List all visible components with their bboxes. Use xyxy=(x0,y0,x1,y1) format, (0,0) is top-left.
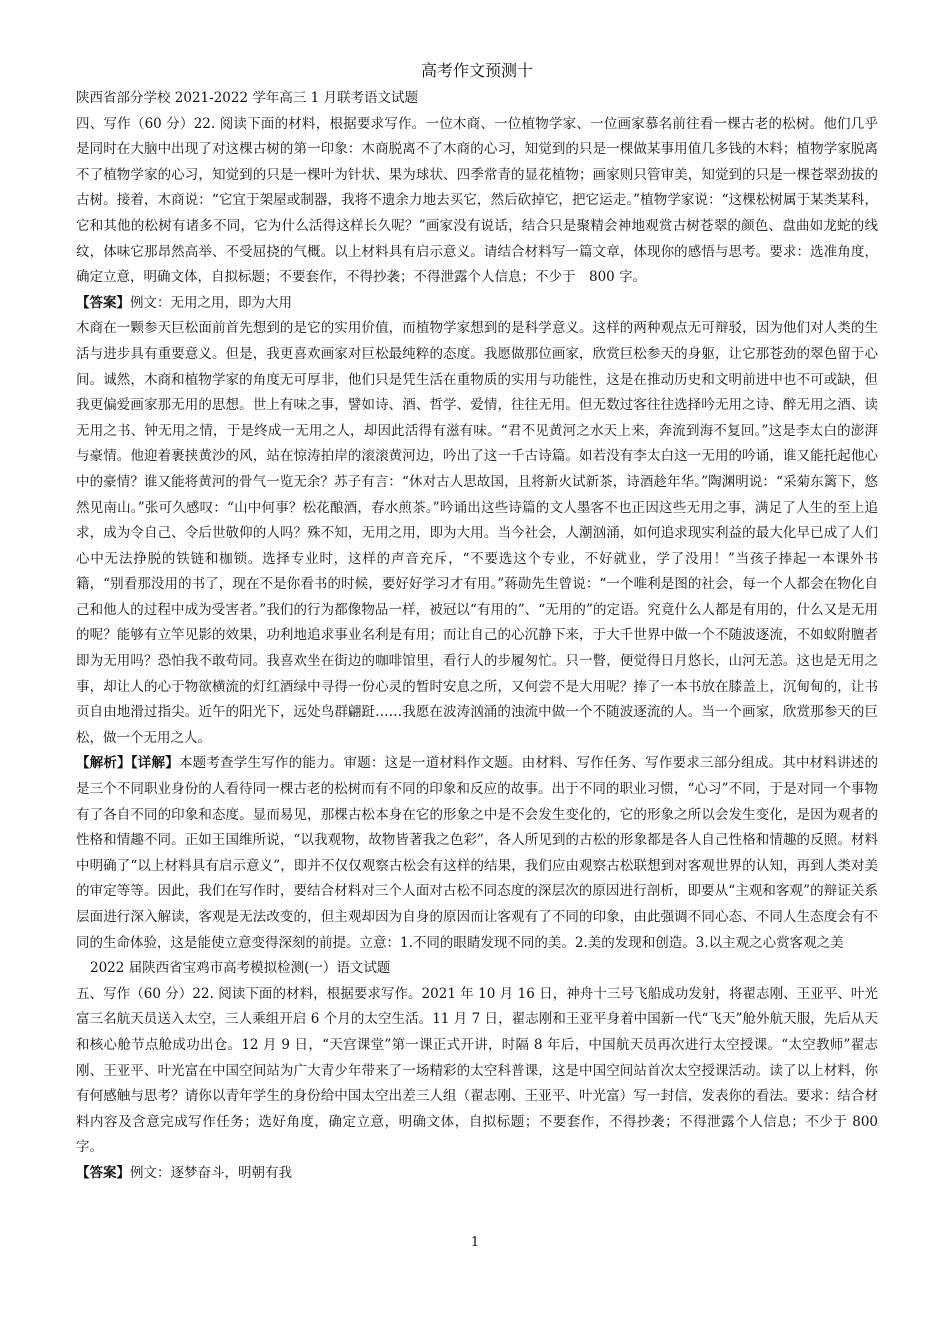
source-line: 2022 届陕西省宝鸡市高考模拟检测(一）语文试题 xyxy=(90,960,391,977)
source-line: 陕西省部分学校 2021-2022 学年高三 1 月联考语文试题 xyxy=(76,90,419,106)
answer-line xyxy=(76,1161,878,1187)
answer-heading: 例文：逐梦奋斗，明朝有我 xyxy=(130,1164,292,1181)
page-title: 高考作文预测十 xyxy=(420,61,533,80)
analysis-label: 【解析】【详解】 xyxy=(76,755,179,772)
answer-line xyxy=(76,291,878,317)
question-text: 四、写作（60 分）22. 阅读下面的材料，根据要求写作。一位木商、一位植物学家、一位画家慕名前往看一棵古老的松树。他们几乎是同时在大脑中出现了对这棵古树的第一印象：木商脱离不了木商的心习，知觉到的只是一棵做某事用值几多钱的木料；植物学家脱离不了植物学家的心习，知觉到的只是一棵叶为针状、果为球状、四季常青的显花植物；画家则只管审美，知觉到的只是一棵苍翠劲拔的古树。接着，木商说：“它宜于架屋或制器，我将不遗余力地去买它，然后砍掉它，把它运走。”植物学家说：“这棵松树属于某类某科，它和其他的松树有诸多不同，它为什么活得这样长久呢？”画家没有说话，结合只是聚精会神地观赏古树苍翠的颜色、盘曲如龙蛇的线纹，体味它那昂然高举、不受屈挠的气概。以上材料具有启示意义。请结合材料写一篇文章，体现你的感悟与思考。要求：选准角度，确定立意，明确文体，自拟标题；不要套作，不得抄袭；不得泄露个人信息；不少于 800 字。 xyxy=(76,115,878,286)
answer-heading: 例文：无用之用，即为大用 xyxy=(130,294,292,311)
answer-label: 【答案】 xyxy=(76,1164,130,1181)
analysis-paragraph xyxy=(76,751,878,956)
analysis-text: 本题考查学生写作的能力。审题：这是一道材料作文题。由材料、写作任务、写作要求三部分组成。其中材料讲述的是三个不同职业身份的人看待同一棵古老的松树而有不同的印象和反应的故事。出于不同的职业习惯，“心习”不同，于是对同一个事物有了各自不同的印象和态度。显而易见，那棵古松本身在它的形象之中是不会发生变化的，它的形象之所以会发生变化，是因为观者的性格和情趣不同。正如王国维所说，“以我观物，故物皆著我之色彩”，各人所见到的古松的形象都是各人自己性格和情趣的反照。材料中明确了“以上材料具有启示意义”，即并不仅仅观察古松会有这样的结果，我们应由观察古松联想到对客观世界的认知，再到人类对美的审定等等。因此，我们在写作时，要结合材料对三个人面对古松不同态度的深层次的原因进行剖析，即要从“主观和客观”的辩证关系层面进行深入解读，客观是无法改变的，但主观却因为自身的原因而让客观有了不同的印象，由此强调不同心态、不同人生态度会有不同的生命体验，这是能使立意变得深刻的前提。立意：1.不同的眼睛发现不同的美。2.美的发现和创造。3.以主观之心赏客观之美 xyxy=(76,755,879,951)
page-number: 1 xyxy=(470,1235,480,1250)
question-text: 五、写作（60 分）22. 阅读下面的材料，根据要求写作。2021 年 10 月 16 日，神舟十三号飞船成功发射，将翟志刚、王亚平、叶光富三名航天员送入太空，三人乘组开启 6 个月的太空生活。11 月 7 日，翟志刚和王亚平身着中国新一代“飞天”舱外航天服，先后从天和核心舱节点舱成功出仓。12 月 9 日，“天宫课堂”第一课正式开讲，时隔 8 年后，中国航天员再次进行太空授课。“太空教师”翟志刚、王亚平、叶光富在中国空间站为广大青少年带来了一场精彩的太空科普课，这是中国空间站首次太空授课活动。读了以上材料，你有何感触与思考？请你以青年学生的身份给中国太空出差三人组（翟志刚、王亚平、叶光富）写一封信，发表你的看法。要求：结合材料内容及含意完成写作任务；选好角度，确定立意，明确文体，自拟标题；不要套作，不得抄袭；不得泄露个人信息；不少于 800 字。 xyxy=(76,985,878,1156)
answer-label: 【答案】 xyxy=(76,294,130,311)
essay-text: 木商在一颗参天巨松面前首先想到的是它的实用价值，而植物学家想到的是科学意义。这样的两种观点无可辩驳，因为他们对人类的生活与进步具有重要意义。但是，我更喜欢画家对巨松最纯粹的态度。我愿做那位画家，欣赏巨松参天的身躯，让它那苍劲的翠色留于心间。诚然，木商和植物学家的角度无可厚非，他们只是凭生活在重物质的实用与功能性，这是在推动历史和文明前进中也不可或缺，但我更偏爱画家那无用的思想。世上有味之事，譬如诗、酒、哲学、爱情，往往无用。但无数过客往往选择吟无用之诗、醉无用之酒、读无用之书、钟无用之情，于是终成一无用之人，却因此活得有滋有味。“君不见黄河之水天上来，奔流到海不复回。”这是李太白的澎湃与豪情。他迎着裹挟黄沙的风，站在惊涛拍岸的滚滚黄河边，吟出了这一千古诗篇。如若没有李太白这一无用的吟诵，谁又能托起他心中的豪情？谁又能将黄河的骨气一览无余？苏子有言：“休对古人思故国，且将新火试新茶，诗酒趁年华。”陶渊明说：“采菊东篱下，悠然见南山。”张可久感叹：“山中何事？松花酿酒，春水煎茶。”吟诵出这些诗篇的文人墨客不也正因这些无用之事，满足了人生的至上追求，成为令自己、令后世敬仰的人吗？殊不知，无用之用，即为大用。当今社会，人潮汹涌，如何追求现实利益的最大化早已成了人们心中无法挣脱的铁链和枷锁。选择专业时，这样的声音充斥，“不要选这个专业，不好就业，学了没用！”当孩子捧起一本课外书籍，“别看那没用的书了，现在不是你看书的时候，要好好学习才有用。”蒋勋先生曾说：“一个唯利是图的社会，每一个人都会在物化自己和他人的过程中成为受害者。”我们的行为都像物品一样，被冠以“有用的”、“无用的”的定语。究竟什么人都是有用的，什么又是无用的呢？能够有立竿见影的效果，功利地追求事业名利是有用；而让自己的心沉静下来，于大千世界中做一个不随波逐流，不如蚁附膻者即为无用吗？恐怕我不敢苟同。我喜欢坐在街边的咖啡馆里，看行人的步履匆忙。只一瞥，便觉得日月悠长，山河无恙。这也是无用之事，却让人的心于物欲横流的灯红酒绿中寻得一份心灵的暂时安息之所，又何尝不是大用呢？捧了一本书放在膝盖上，沉甸甸的，让书页自由地滑过指尖。近午的阳光下，远处鸟群翩跹……我愿在波涛汹涌的浊流中做一个不随波逐流的人。当一个画家，欣赏那参天的巨松，做一个无用之人。 xyxy=(76,320,878,746)
